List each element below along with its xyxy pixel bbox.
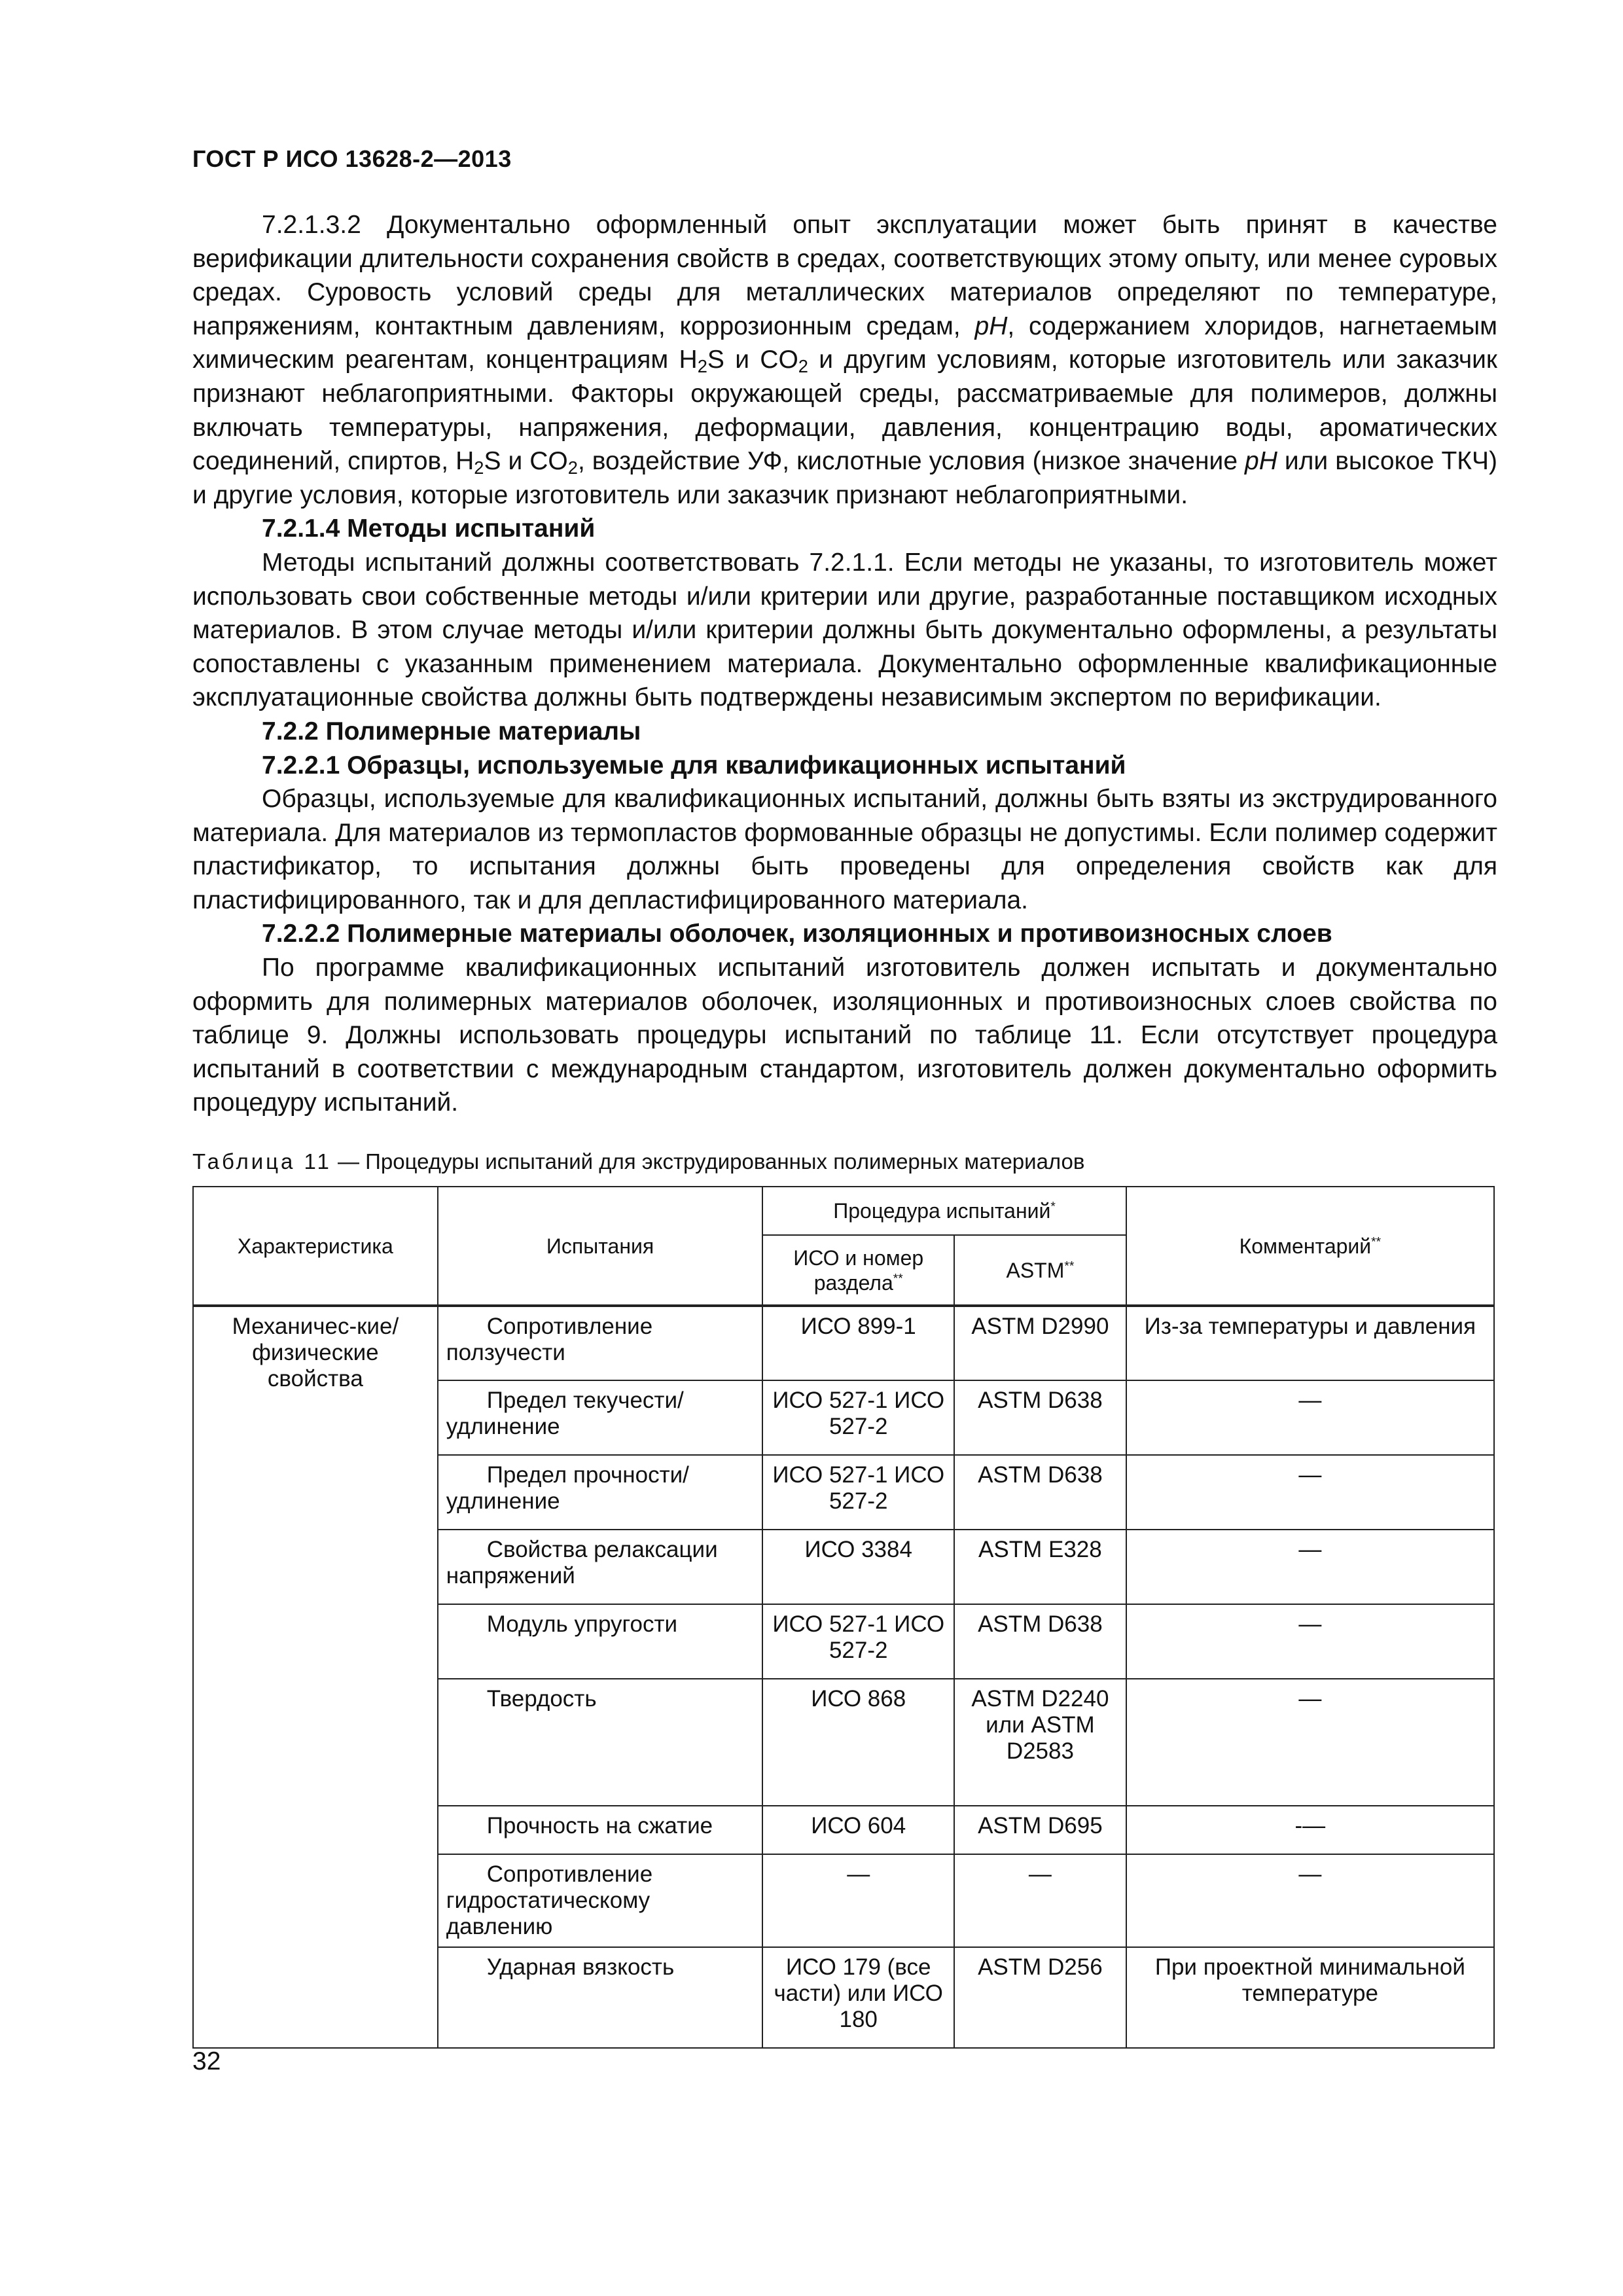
header-procedure: Процедура испытаний* <box>762 1187 1126 1235</box>
cell-test: Сопротивление ползучести <box>438 1306 763 1380</box>
heading-7-2-2-1: 7.2.2.1 Образцы, используемые для квалификационных испытаний <box>262 751 1126 780</box>
cell-astm: ASTM D638 <box>954 1455 1126 1530</box>
body-text <box>192 208 1497 1120</box>
cell-iso: ИСО 527-1 ИСО 527-2 <box>762 1604 954 1679</box>
paragraph-samples: Образцы, используемые для квалификационных испытаний, должны быть взяты из экструдированного материала. Для материалов из термопластов формованные образцы не допустимы. Если полимер содержит пластификатор, то испытания должны быть проведены для определения свойств как для пластифицированного, так и для депластифицированного материала. <box>192 785 1497 914</box>
cell-test: Предел прочности/удлинение <box>438 1455 763 1530</box>
cell-iso: ИСО 527-1 ИСО 527-2 <box>762 1380 954 1455</box>
cell-astm: ASTM D256 <box>954 1947 1126 2048</box>
cell-comment: -— <box>1126 1806 1494 1854</box>
cell-astm: ASTM D638 <box>954 1380 1126 1455</box>
header-tests: Испытания <box>438 1187 763 1306</box>
cell-iso: — <box>762 1854 954 1947</box>
paragraph-polymer-materials: По программе квалификационных испытаний изготовитель должен испытать и документально оформить для полимерных материалов оболочек, изоляционных и противоизносных слоев свойства по таблице 9. Должны использовать процедуры испытаний по таблице 11. Если отсутствует процедура испытаний в соответствии с международным стандартом, изготовитель должен документально оформить процедуру испытаний. <box>192 954 1497 1117</box>
document-header: ГОСТ Р ИСО 13628-2—2013 <box>192 145 512 172</box>
cell-test: Свойства релаксации напряжений <box>438 1530 763 1604</box>
cell-comment: — <box>1126 1380 1494 1455</box>
cell-iso: ИСО 899-1 <box>762 1306 954 1380</box>
cell-comment: — <box>1126 1455 1494 1530</box>
cell-astm: ASTM D2990 <box>954 1306 1126 1380</box>
cell-test: Модуль упругости <box>438 1604 763 1679</box>
cell-comment: — <box>1126 1604 1494 1679</box>
header-iso: ИСО и номер раздела** <box>762 1235 954 1306</box>
cell-comment: — <box>1126 1530 1494 1604</box>
cell-test: Твердость <box>438 1679 763 1806</box>
cell-iso: ИСО 604 <box>762 1806 954 1854</box>
cell-test: Ударная вязкость <box>438 1947 763 2048</box>
cell-astm: — <box>954 1854 1126 1947</box>
heading-7-2-1-4: 7.2.1.4 Методы испытаний <box>262 514 596 543</box>
header-characteristic: Характеристика <box>193 1187 438 1306</box>
test-procedures-table <box>192 1186 1495 2049</box>
cell-test: Сопротивление гидростатическому давлению <box>438 1854 763 1947</box>
cell-comment: При проектной минимальной температуре <box>1126 1947 1494 2048</box>
heading-7-2-2: 7.2.2 Полимерные материалы <box>262 717 641 745</box>
paragraph-test-methods: Методы испытаний должны соответствовать 7.2.1.1. Если методы не указаны, то изготовитель может использовать свои собственные методы и/или критерии или другие, разработанные поставщиком исходных материалов. В этом случае методы и/или критерии должны быть документально оформлены, а результаты сопоставлены с указанным применением материала. Документально оформленные квалификационные эксплуатационные свойства должны быть подтверждены независимым экспертом по верификации. <box>192 548 1497 712</box>
table-caption: Таблица 11 — Процедуры испытаний для экструдированных полимерных материалов <box>192 1149 1085 1174</box>
cell-iso: ИСО 179 (все части) или ИСО 180 <box>762 1947 954 2048</box>
table-row <box>193 1306 1494 1380</box>
header-comment: Комментарий** <box>1126 1187 1494 1306</box>
cell-iso: ИСО 868 <box>762 1679 954 1806</box>
cell-astm: ASTM D695 <box>954 1806 1126 1854</box>
cell-astm: ASTM D2240 или ASTM D2583 <box>954 1679 1126 1806</box>
header-astm: ASTM** <box>954 1235 1126 1306</box>
paragraph-7-2-1-3-2: 7.2.1.3.2 Документально оформленный опыт эксплуатации может быть принят в качестве верификации длительности сохранения свойств в средах, соответствующих этому опыту, или менее суровых средах. Суровость условий среды для металлических материалов определяют по температуре, напряжениям, контактным давлениям, коррозионным средам, pH, содержанием хлоридов, нагнетаемым химическим реагентам, концентрациям $H_2S$ и $CO_2$ и другим условиям, которые изготовитель или заказчик признают неблагоприятными. Факторы окружающей среды, рассматриваемые для полимеров, должны включать температуры, напряжения, деформации, давления, концентрацию воды, ароматических соединений, спиртов, $H_2S$ и $CO_2$, воздействие УФ, кислотные условия (низкое значение pH или высокое ТКЧ) и другие условия, которые изготовитель или заказчик признают неблагоприятными. <box>192 211 1497 509</box>
cell-iso: ИСО 527-1 ИСО 527-2 <box>762 1455 954 1530</box>
page-number: 32 <box>192 2047 221 2075</box>
cell-comment: Из-за температуры и давления <box>1126 1306 1494 1380</box>
cell-test: Прочность на сжатие <box>438 1806 763 1854</box>
group-cell: Механичес-кие/физические свойства <box>193 1306 438 2048</box>
cell-comment: — <box>1126 1854 1494 1947</box>
cell-comment: — <box>1126 1679 1494 1806</box>
cell-astm: ASTM E328 <box>954 1530 1126 1604</box>
cell-astm: ASTM D638 <box>954 1604 1126 1679</box>
cell-iso: ИСО 3384 <box>762 1530 954 1604</box>
heading-7-2-2-2: 7.2.2.2 Полимерные материалы оболочек, изоляционных и противоизносных слоев <box>262 920 1332 948</box>
cell-test: Предел текучести/удлинение <box>438 1380 763 1455</box>
